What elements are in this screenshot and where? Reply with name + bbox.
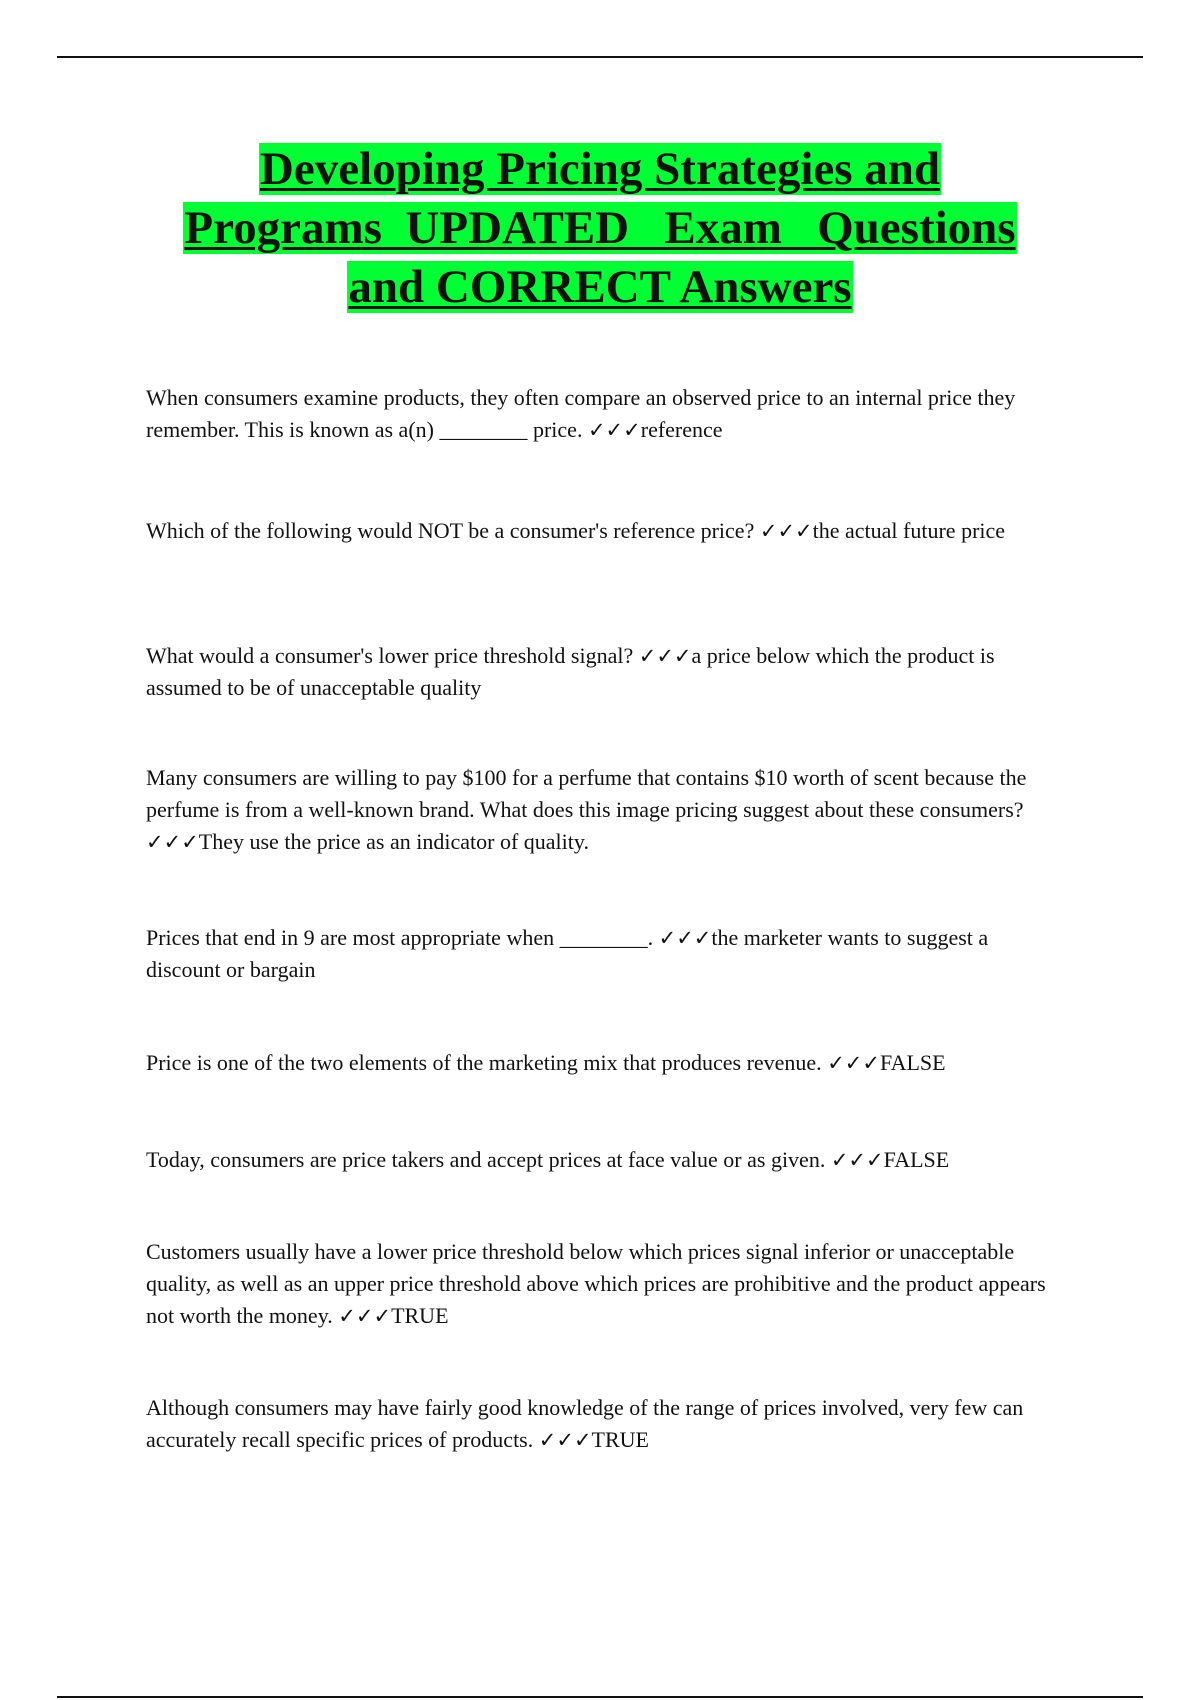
document-title [100, 140, 1100, 317]
answer-text: FALSE [883, 1147, 950, 1172]
answer-text: They use the price as an indicator of quality. [198, 829, 589, 854]
check-icon: ✓✓✓ [830, 1148, 884, 1172]
question-text: Which of the following would NOT be a consumer's reference price? [146, 518, 755, 543]
qa-item-5 [146, 922, 1066, 986]
question-text: When consumers examine products, they often compare an observed price to an internal price they remember. This is known as a(n) ________ price. [146, 385, 1016, 442]
check-icon: ✓✓✓ [538, 1428, 592, 1452]
answer-text: a price below which the product is assumed to be of unacceptable quality [146, 643, 995, 700]
answer-text: FALSE [879, 1050, 946, 1075]
question-text: Today, consumers are price takers and accept prices at face value or as given. [146, 1147, 826, 1172]
check-icon: ✓✓✓ [338, 1304, 392, 1328]
answer-text: the actual future price [812, 518, 1006, 543]
check-icon: ✓✓✓ [587, 418, 641, 442]
qa-item-9 [146, 1392, 1066, 1456]
check-icon: ✓✓✓ [658, 926, 712, 950]
title-line-2: Programs UPDATED Exam Questions [184, 202, 1016, 254]
top-rule [57, 56, 1143, 58]
question-text: Although consumers may have fairly good knowledge of the range of prices involved, very few can accurately recall specific prices of products. [146, 1395, 1024, 1452]
qa-item-1 [146, 382, 1066, 446]
answer-text: reference [640, 417, 723, 442]
answer-text: TRUE [391, 1303, 449, 1328]
qa-item-2 [146, 515, 1066, 547]
qa-item-3 [146, 640, 1066, 704]
question-text: Prices that end in 9 are most appropriate when ________. [146, 925, 654, 950]
check-icon: ✓✓✓ [759, 519, 813, 543]
check-icon: ✓✓✓ [827, 1051, 880, 1075]
check-icon: ✓✓✓ [146, 830, 199, 854]
question-text: Many consumers are willing to pay $100 for a perfume that contains $10 worth of scent because the perfume is from a well-known brand. What does this image pricing suggest about these consumers? [146, 765, 1027, 822]
answer-text: TRUE [591, 1427, 649, 1452]
qa-item-8 [146, 1236, 1066, 1332]
title-line-3: and CORRECT Answers [348, 261, 852, 313]
qa-item-4 [146, 762, 1066, 858]
answer-text: the marketer wants to suggest a discount or bargain [146, 925, 989, 982]
check-icon: ✓✓✓ [638, 644, 692, 668]
title-line-1: Developing Pricing Strategies and [259, 143, 941, 195]
question-text: Customers usually have a lower price threshold below which prices signal inferior or unacceptable quality, as well as an upper price threshold above which prices are prohibitive and the product appears not worth the money. [146, 1239, 1046, 1328]
qa-item-6 [146, 1047, 1066, 1079]
bottom-rule [57, 1696, 1143, 1698]
qa-item-7 [146, 1144, 1066, 1176]
question-text: Price is one of the two elements of the marketing mix that produces revenue. [146, 1050, 822, 1075]
question-text: What would a consumer's lower price threshold signal? [146, 643, 634, 668]
